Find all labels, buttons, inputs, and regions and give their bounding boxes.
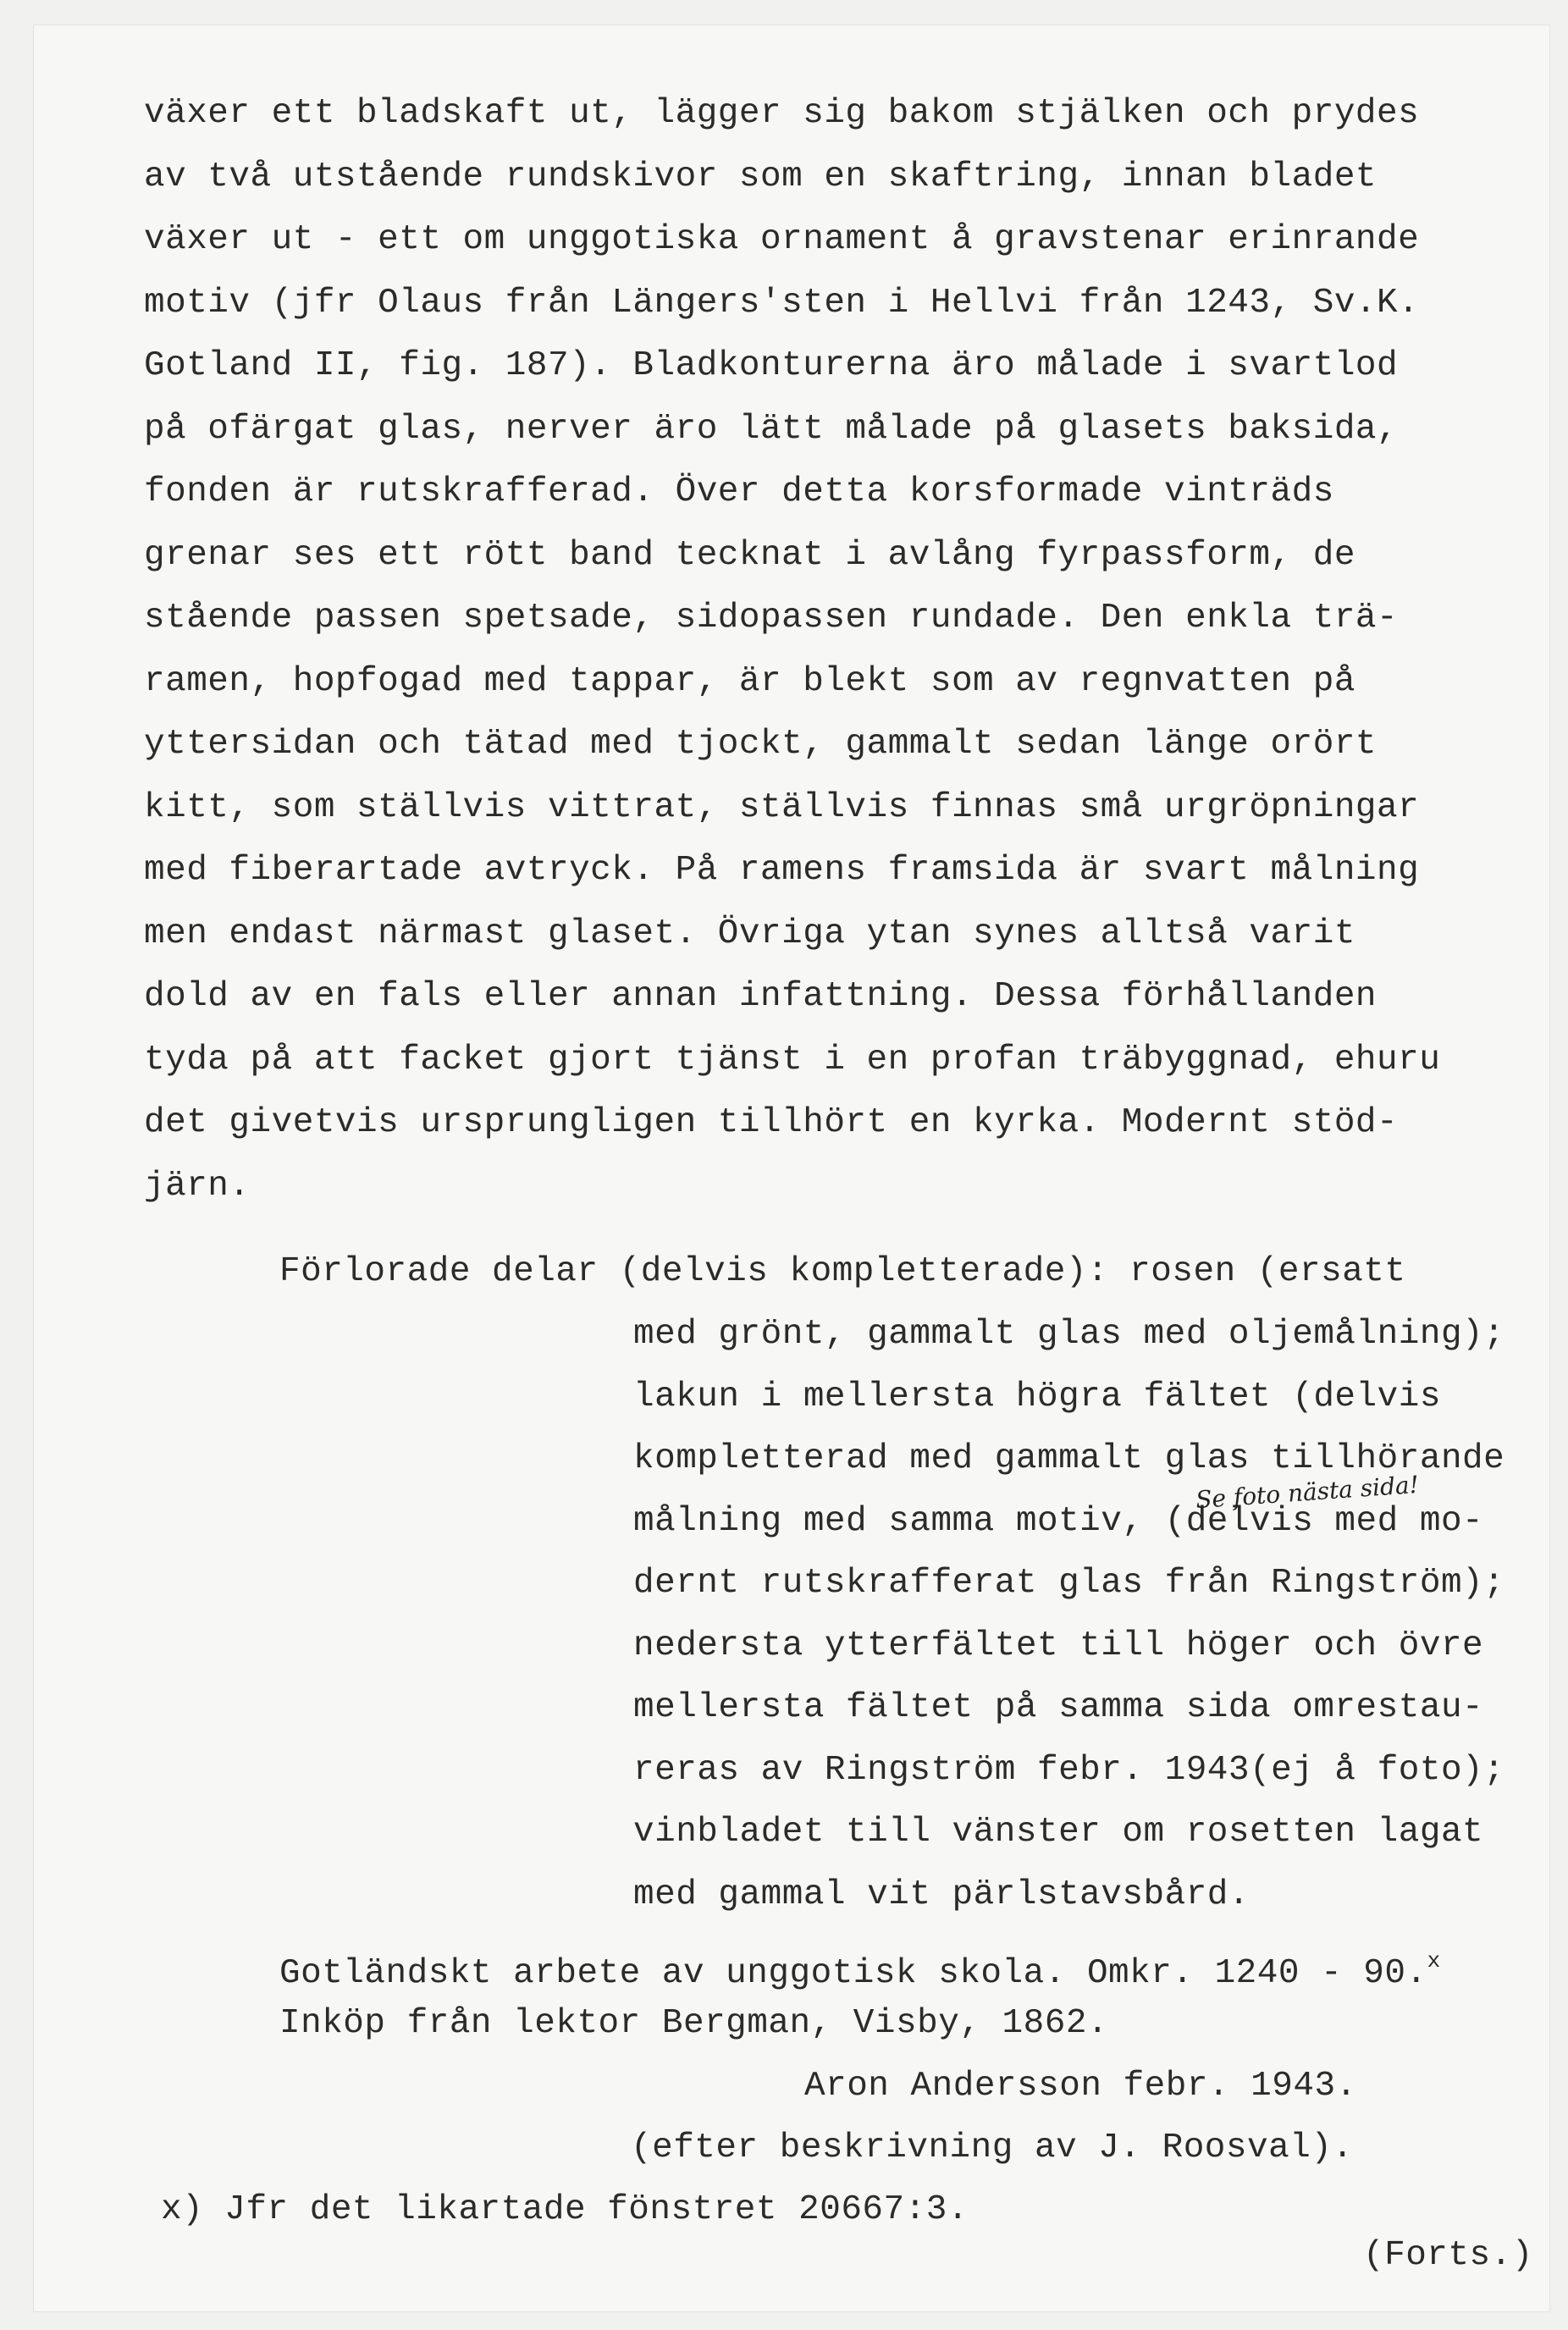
footnote: x) Jfr det likartade fönstret 20667:3. [161,2190,969,2229]
body-line: Gotland II, fig. 187). Bladkonturerna äro målade i svartlod [144,346,1399,385]
body-line: dold av en fals eller annan infattning. Dessa förhållanden [144,977,1378,1016]
body-line: på ofärgat glas, nerver äro lätt målade på glasets baksida, [144,409,1399,449]
body-line: men endast närmast glaset. Övriga ytan synes alltså varit [144,914,1355,953]
lost-parts-line: med grönt, gammalt glas med oljemålning); [633,1315,1505,1354]
body-line: tyda på att facket gjort tjänst i en profan träbyggnad, ehuru [144,1040,1441,1079]
body-line: av två utstående rundskivor som en skaftring, innan bladet [144,157,1378,196]
body-line: ramen, hopfogad med tappar, är blekt som av regnvatten på [144,661,1355,701]
handwritten-note: Se foto nästa sida! [1195,1470,1420,1515]
body-line: med fiberartade avtryck. På ramens framsida är svart målning [144,851,1420,890]
body-line: växer ut - ett om unggotiska ornament å gravstenar erinrande [144,220,1420,259]
continued-marker: (Forts.) [1363,2236,1533,2275]
body-line: grenar ses ett rött band tecknat i avlång fyrpassform, de [144,535,1355,575]
signature-note: (efter beskrivning av J. Roosval). [631,2128,1354,2167]
lost-parts-line: kompletterad med gammalt glas tillhörande [633,1439,1505,1478]
document-page [34,25,1549,2311]
body-line: motiv (jfr Olaus från Längers'sten i Hellvi från 1243, Sv.K. [144,283,1420,323]
body-line: fonden är rutskrafferad. Över detta korsformade vinträds [144,472,1334,511]
attribution-text: Gotländskt arbete av unggotisk skola. Omkr. 1240 - 90. [279,1954,1427,1993]
footnote-mark: x [1427,1948,1441,1974]
body-line: kitt, som ställvis vittrat, ställvis finnas små urgröpningar [144,787,1420,827]
lost-parts-line: mellersta fältet på samma sida omrestau- [633,1688,1484,1727]
body-line: järn. [144,1166,251,1206]
lost-parts-line: nedersta ytterfältet till höger och övre [633,1626,1484,1665]
lost-parts-heading: Förlorade delar (delvis kompletterade): rosen (ersatt [279,1252,1406,1291]
lost-parts-line: reras av Ringström febr. 1943(ej å foto); [633,1750,1505,1790]
lost-parts-line: vinbladet till vänster om rosetten lagat [633,1813,1484,1852]
lost-parts-line: målning med samma motiv, (delvis med mo- [633,1501,1484,1541]
body-line: det givetvis ursprungligen tillhört en kyrka. Modernt stöd- [144,1103,1399,1142]
body-line: stående passen spetsade, sidopassen rundade. Den enkla trä- [144,599,1399,638]
signature: Aron Andersson febr. 1943. [804,2067,1357,2106]
lost-parts-line: dernt rutskrafferat glas från Ringström); [633,1564,1505,1603]
attribution [279,1941,1441,1994]
purchase-note: Inköp från lektor Bergman, Visby, 1862. [279,2004,1109,2043]
lost-parts-line: lakun i mellersta högra fältet (delvis [633,1377,1441,1416]
lost-parts-line: med gammal vit pärlstavsbård. [633,1874,1251,1914]
body-line: växer ett bladskaft ut, lägger sig bakom stjälken och prydes [144,94,1420,133]
body-line: yttersidan och tätad med tjockt, gammalt sedan länge orört [144,725,1378,764]
